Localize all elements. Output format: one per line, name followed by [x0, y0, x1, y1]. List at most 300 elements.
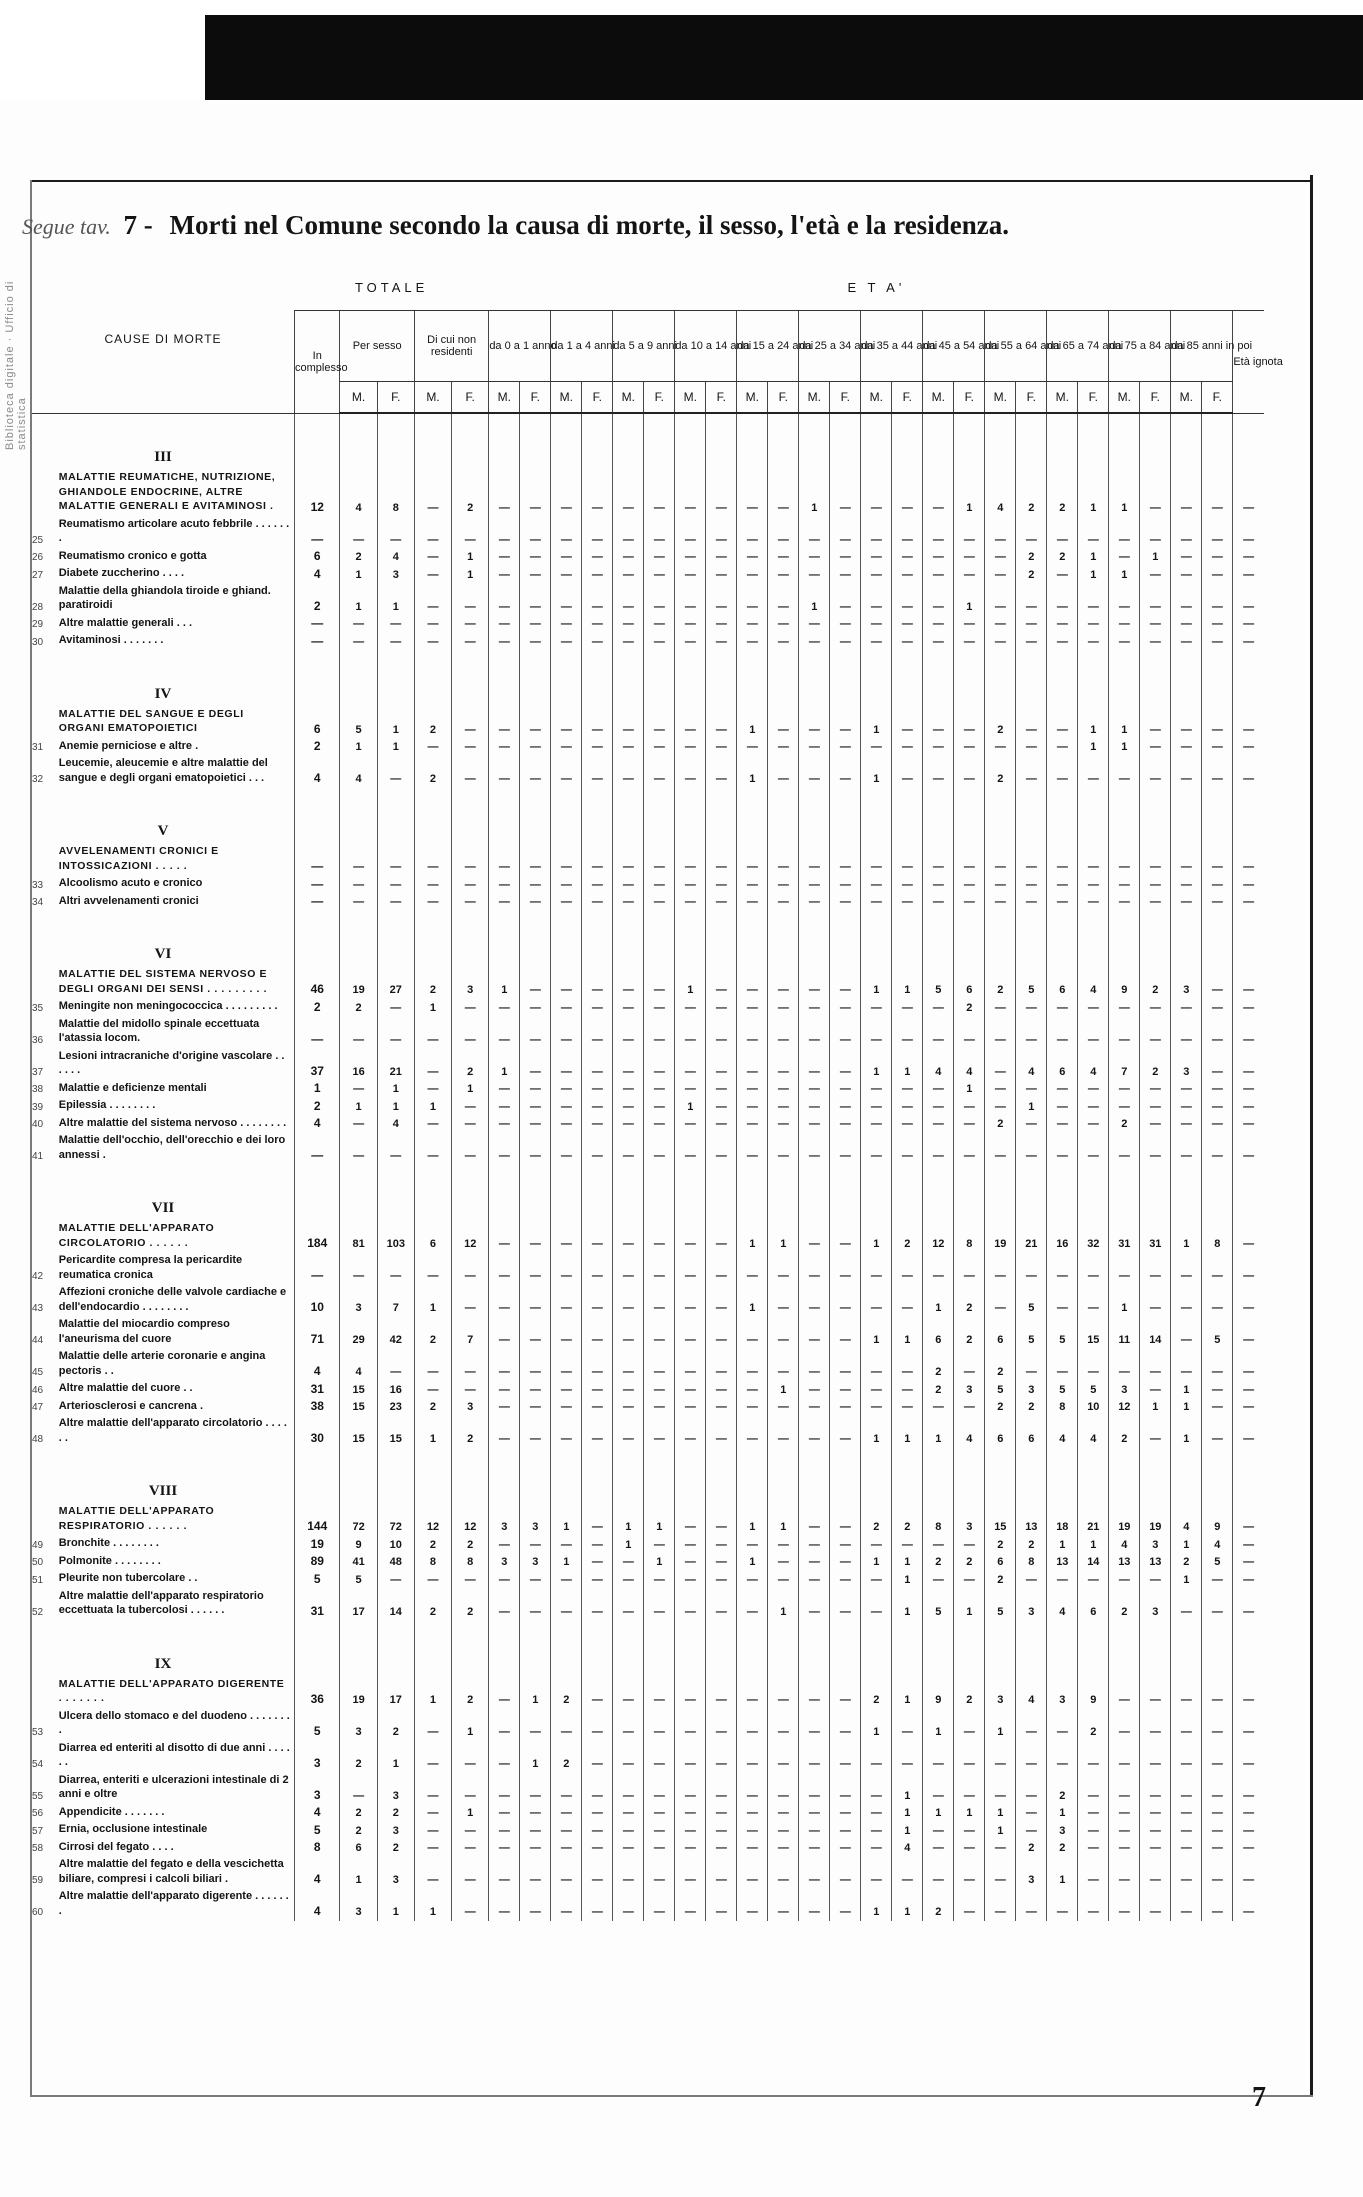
count-value: — [1202, 967, 1233, 999]
count-value: 15 [340, 1381, 377, 1399]
count-value: — [582, 1677, 613, 1709]
count-value: — [892, 616, 923, 634]
empty-cell [551, 413, 582, 470]
count-value: — [414, 1081, 451, 1099]
count-value: — [1078, 894, 1109, 912]
count-value: 9 [1078, 1677, 1109, 1709]
count-value: 2 [414, 1536, 451, 1554]
count-value: — [830, 1857, 861, 1889]
page-title [22, 210, 1302, 241]
count-value: 1 [768, 1589, 799, 1621]
count-value: — [613, 844, 644, 876]
cause-label: Diarrea, enteriti e ulcerazioni intestinale di 2 anni e oltre [58, 1773, 289, 1800]
count-value: — [489, 739, 520, 757]
cause-label: MALATTIE DELL'APPARATO DIGERENTE . . . . . . . [58, 1677, 285, 1704]
count-value: — [1140, 1285, 1171, 1317]
count-value: — [1078, 844, 1109, 876]
empty-cell [1047, 788, 1078, 844]
count-value: 2 [1109, 1416, 1140, 1448]
count-value: — [737, 1822, 768, 1840]
count-value: — [644, 633, 675, 651]
count-value: — [489, 566, 520, 584]
count-value: — [675, 1536, 706, 1554]
count-value: — [954, 616, 985, 634]
count-value: — [923, 1116, 954, 1134]
count-value: 1 [414, 1889, 451, 1921]
count-value: — [1171, 549, 1202, 567]
empty-cell [1233, 1621, 1264, 1677]
empty-cell [295, 1621, 340, 1677]
count-value: — [551, 1840, 582, 1858]
count-value: — [861, 549, 892, 567]
count-value: — [340, 1081, 377, 1099]
section-roman-numeral: III [154, 449, 172, 465]
count-value: — [1233, 1399, 1264, 1417]
count-value: 14 [1140, 1317, 1171, 1349]
count-value: — [706, 1017, 737, 1049]
count-value: 13 [1140, 1554, 1171, 1572]
count-value: — [1171, 1805, 1202, 1823]
count-value: — [1233, 876, 1264, 894]
total-value: — [295, 1253, 340, 1285]
count-value: — [644, 844, 675, 876]
count-value: — [768, 844, 799, 876]
count-value: — [1202, 1741, 1233, 1773]
count-value: 2 [452, 470, 489, 517]
count-value: — [551, 1381, 582, 1399]
count-value: — [1233, 1285, 1264, 1317]
empty-cell [985, 788, 1016, 844]
count-value: — [551, 1133, 582, 1165]
total-value: 2 [295, 739, 340, 757]
count-value: — [414, 1349, 451, 1381]
count-value: — [644, 1741, 675, 1773]
count-value: 2 [1016, 566, 1047, 584]
count-value: 2 [954, 1677, 985, 1709]
count-value: 2 [861, 1677, 892, 1709]
count-value: — [613, 739, 644, 757]
count-value: 12 [1109, 1399, 1140, 1417]
count-value: — [613, 566, 644, 584]
cause-code: 52 [32, 1606, 44, 1618]
count-value: — [1171, 1285, 1202, 1317]
count-value: — [985, 894, 1016, 912]
count-value: — [520, 1081, 551, 1099]
total-value: 36 [295, 1677, 340, 1709]
count-value: — [1016, 894, 1047, 912]
count-value: 1 [892, 1677, 923, 1709]
count-value: — [1140, 1116, 1171, 1134]
count-value: — [954, 1116, 985, 1134]
count-value: 1 [377, 1741, 414, 1773]
count-value: — [452, 876, 489, 894]
count-value: — [551, 1221, 582, 1253]
count-value: — [414, 633, 451, 651]
cause-label: Malattie dell'occhio, dell'orecchio e dei loro annessi . [58, 1134, 286, 1161]
empty-cell [954, 1448, 985, 1504]
count-value: — [582, 1221, 613, 1253]
count-value: 8 [1202, 1221, 1233, 1253]
count-value: — [1109, 1098, 1140, 1116]
count-value: — [1047, 1133, 1078, 1165]
count-value: — [985, 616, 1016, 634]
count-value: 1 [861, 1889, 892, 1921]
empty-cell [706, 911, 737, 967]
count-value: — [551, 739, 582, 757]
empty-cell [489, 911, 520, 967]
count-value: — [675, 1741, 706, 1773]
count-value: — [892, 999, 923, 1017]
empty-cell [582, 1448, 613, 1504]
count-value: — [1047, 517, 1078, 549]
mortality-table [32, 266, 1283, 1921]
count-value: 15 [985, 1504, 1016, 1536]
cause-code: 27 [32, 569, 44, 581]
empty-cell [737, 1448, 768, 1504]
cause-code: 35 [32, 1002, 44, 1014]
count-value: 18 [1047, 1504, 1078, 1536]
empty-cell [644, 1621, 675, 1677]
cause-code: 36 [32, 1034, 44, 1046]
count-value: — [799, 1536, 830, 1554]
count-value: 1 [489, 967, 520, 999]
count-value: — [582, 844, 613, 876]
female-header: F. [892, 382, 923, 414]
count-value: — [1109, 1857, 1140, 1889]
count-value: — [737, 1773, 768, 1805]
count-value: 1 [377, 584, 414, 616]
count-value: 1 [892, 1822, 923, 1840]
count-value: — [1140, 1017, 1171, 1049]
empty-cell [861, 651, 892, 707]
count-value: — [954, 756, 985, 788]
count-value: — [1047, 616, 1078, 634]
count-value: — [414, 739, 451, 757]
count-value: — [613, 1349, 644, 1381]
count-value: — [1016, 1773, 1047, 1805]
count-value: — [1047, 739, 1078, 757]
count-value: 1 [377, 1098, 414, 1116]
count-value: 2 [452, 1416, 489, 1448]
empty-cell [377, 1165, 414, 1221]
cause-label: Altre malattie del sistema nervoso . . . . . . . . [58, 1116, 287, 1129]
count-value: — [1233, 1133, 1264, 1165]
count-value: 1 [1016, 1098, 1047, 1116]
count-value: — [768, 470, 799, 517]
age-group-header: da 25 a 34 anni [799, 311, 861, 382]
empty-cell [830, 1448, 861, 1504]
count-value: — [768, 1399, 799, 1417]
male-header: M. [489, 382, 520, 414]
count-value: — [520, 1116, 551, 1134]
count-value: — [923, 566, 954, 584]
count-value: — [1109, 1773, 1140, 1805]
empty-cell [954, 413, 985, 470]
empty-cell [892, 651, 923, 707]
count-value: — [1202, 1349, 1233, 1381]
empty-cell [520, 1448, 551, 1504]
male-header: M. [799, 382, 830, 414]
count-value: — [551, 1571, 582, 1589]
total-value: 6 [295, 707, 340, 739]
count-value: 1 [985, 1805, 1016, 1823]
count-value: — [1047, 1741, 1078, 1773]
count-value: 15 [340, 1416, 377, 1448]
count-value: 1 [861, 1221, 892, 1253]
count-value: — [1202, 844, 1233, 876]
empty-cell [1109, 651, 1140, 707]
count-value: — [830, 1253, 861, 1285]
group-total-row [32, 1677, 1264, 1709]
count-value: — [985, 1017, 1016, 1049]
count-value: — [706, 1049, 737, 1081]
count-value: — [923, 517, 954, 549]
count-value: 1 [892, 1416, 923, 1448]
count-value: — [830, 1285, 861, 1317]
count-value: 1 [414, 1677, 451, 1709]
count-value: — [644, 876, 675, 894]
count-value: — [452, 1741, 489, 1773]
cause-code [32, 707, 55, 739]
female-header: F. [954, 382, 985, 414]
count-value: — [1016, 1133, 1047, 1165]
total-value: 144 [295, 1504, 340, 1536]
count-value: — [1016, 584, 1047, 616]
count-value: 1 [452, 549, 489, 567]
empty-cell [1233, 1448, 1264, 1504]
count-value: 3 [340, 1889, 377, 1921]
count-value: — [1202, 1857, 1233, 1889]
cause-code: 60 [32, 1907, 44, 1918]
count-value: — [675, 517, 706, 549]
count-value: — [613, 616, 644, 634]
count-value: 3 [954, 1381, 985, 1399]
count-value: 1 [1171, 1399, 1202, 1417]
empty-cell [613, 413, 644, 470]
count-value: — [799, 967, 830, 999]
count-value: 5 [985, 1589, 1016, 1621]
empty-cell [295, 1448, 340, 1504]
count-value: — [377, 844, 414, 876]
count-value: 5 [1047, 1381, 1078, 1399]
count-value: — [644, 999, 675, 1017]
count-value: — [520, 739, 551, 757]
total-value: 6 [295, 549, 340, 567]
count-value: — [861, 1381, 892, 1399]
count-value: 10 [377, 1536, 414, 1554]
count-value: 3 [1171, 967, 1202, 999]
count-value: — [954, 707, 985, 739]
count-value: 1 [452, 1709, 489, 1741]
count-value: — [706, 1416, 737, 1448]
count-value: — [706, 1381, 737, 1399]
female-header: F. [1078, 382, 1109, 414]
count-value: — [954, 1857, 985, 1889]
count-value: — [1171, 616, 1202, 634]
count-value: — [985, 876, 1016, 894]
empty-cell [489, 1448, 520, 1504]
count-value: — [582, 1857, 613, 1889]
cause-label: Pericardite compresa la pericardite reumatica cronica [58, 1254, 243, 1281]
empty-cell [706, 651, 737, 707]
count-value: — [737, 1049, 768, 1081]
count-value: — [452, 1116, 489, 1134]
empty-cell [414, 651, 451, 707]
cause-code: 43 [32, 1303, 44, 1314]
count-value: — [1233, 739, 1264, 757]
total-value: 4 [295, 756, 340, 788]
count-value: 6 [1078, 1589, 1109, 1621]
count-value: — [520, 876, 551, 894]
count-value: — [1171, 470, 1202, 517]
count-value: — [768, 584, 799, 616]
count-value: — [551, 1709, 582, 1741]
total-value: 71 [295, 1317, 340, 1349]
cause-code: 30 [32, 636, 44, 648]
count-value: — [644, 1822, 675, 1840]
count-value: 2 [414, 1317, 451, 1349]
count-value: — [675, 1805, 706, 1823]
count-value: — [954, 1571, 985, 1589]
empty-cell [799, 651, 830, 707]
count-value: — [706, 1317, 737, 1349]
count-value: — [985, 1133, 1016, 1165]
count-value: — [377, 894, 414, 912]
count-value: — [861, 1017, 892, 1049]
count-value: 31 [1140, 1221, 1171, 1253]
count-value: — [1078, 1133, 1109, 1165]
count-value: 1 [340, 1098, 377, 1116]
count-value: — [799, 1049, 830, 1081]
count-value: 6 [340, 1840, 377, 1858]
title-prefix: Segue tav. [22, 214, 111, 239]
count-value: — [582, 470, 613, 517]
count-value: — [1047, 756, 1078, 788]
empty-cell [644, 1165, 675, 1221]
count-value: — [551, 1098, 582, 1116]
count-value: — [923, 549, 954, 567]
count-value: — [985, 1840, 1016, 1858]
empty-cell [675, 1448, 706, 1504]
empty-cell [377, 1621, 414, 1677]
count-value: — [706, 1349, 737, 1381]
cause-row [32, 894, 1264, 912]
count-value: — [551, 470, 582, 517]
count-value: — [613, 1589, 644, 1621]
total-value: — [295, 894, 340, 912]
count-value: 1 [613, 1536, 644, 1554]
count-value: — [830, 584, 861, 616]
total-value: 1 [295, 1081, 340, 1099]
empty-cell [830, 1621, 861, 1677]
count-value: 5 [340, 1571, 377, 1589]
female-header: F. [830, 382, 861, 414]
count-value: — [954, 844, 985, 876]
cause-label: Leucemie, aleucemie e altre malattie del sangue e degli organi ematopoietici . . . [58, 757, 268, 784]
count-value: — [489, 549, 520, 567]
count-value: 4 [1078, 967, 1109, 999]
count-value: 1 [861, 1709, 892, 1741]
male-header: M. [340, 382, 377, 414]
count-value: 2 [1140, 967, 1171, 999]
count-value: 2 [1078, 1709, 1109, 1741]
count-value: — [985, 1741, 1016, 1773]
cause-code: 55 [32, 1790, 44, 1802]
count-value: — [489, 1285, 520, 1317]
count-value: 1 [452, 1805, 489, 1823]
count-value: — [1109, 1571, 1140, 1589]
count-value: — [1109, 1889, 1140, 1921]
count-value: — [1202, 1416, 1233, 1448]
count-value: — [489, 470, 520, 517]
count-value: — [954, 894, 985, 912]
count-value: — [799, 1253, 830, 1285]
count-value: — [1171, 707, 1202, 739]
count-value: 1 [1047, 1805, 1078, 1823]
count-value: — [1171, 1857, 1202, 1889]
count-value: — [551, 1049, 582, 1081]
count-value: — [1109, 616, 1140, 634]
count-value: — [737, 739, 768, 757]
cause-label: MALATTIE DEL SISTEMA NERVOSO E DEGLI ORGANI DEI SENSI . . . . . . . . . [58, 968, 268, 995]
count-value: — [551, 549, 582, 567]
count-value: — [644, 739, 675, 757]
count-value: — [861, 1081, 892, 1099]
count-value: — [799, 876, 830, 894]
empty-cell [582, 1165, 613, 1221]
count-value: — [644, 566, 675, 584]
count-value: 8 [1016, 1554, 1047, 1572]
count-value: — [1202, 470, 1233, 517]
age-group-header: da 0 a 1 anno [489, 311, 551, 382]
count-value: — [892, 1116, 923, 1134]
count-value: — [613, 1116, 644, 1134]
count-value: — [861, 894, 892, 912]
empty-cell [1171, 911, 1202, 967]
count-value: — [1171, 1773, 1202, 1805]
female-header: F. [452, 382, 489, 414]
count-value: 1 [892, 1805, 923, 1823]
male-header: M. [923, 382, 954, 414]
count-value: 3 [452, 1399, 489, 1417]
empty-cell [737, 1165, 768, 1221]
count-value: — [551, 1081, 582, 1099]
count-value: 4 [377, 1116, 414, 1134]
count-value: 32 [1078, 1221, 1109, 1253]
count-value: — [613, 584, 644, 616]
count-value: — [830, 1805, 861, 1823]
count-value: — [1202, 1589, 1233, 1621]
female-header: F. [644, 382, 675, 414]
count-value: — [551, 1889, 582, 1921]
count-value: — [520, 1536, 551, 1554]
cause-row [32, 1416, 1264, 1448]
count-value: — [520, 707, 551, 739]
cause-row [32, 1741, 1264, 1773]
count-value: — [954, 517, 985, 549]
count-value: 1 [892, 967, 923, 999]
empty-cell [295, 788, 340, 844]
count-value: 1 [892, 1889, 923, 1921]
total-value: 37 [295, 1049, 340, 1081]
count-value: — [551, 1116, 582, 1134]
section-heading-row [32, 1165, 1264, 1221]
count-value: — [520, 1381, 551, 1399]
empty-cell [1109, 413, 1140, 470]
count-value: — [1016, 1116, 1047, 1134]
count-value: — [830, 967, 861, 999]
empty-cell [985, 651, 1016, 707]
